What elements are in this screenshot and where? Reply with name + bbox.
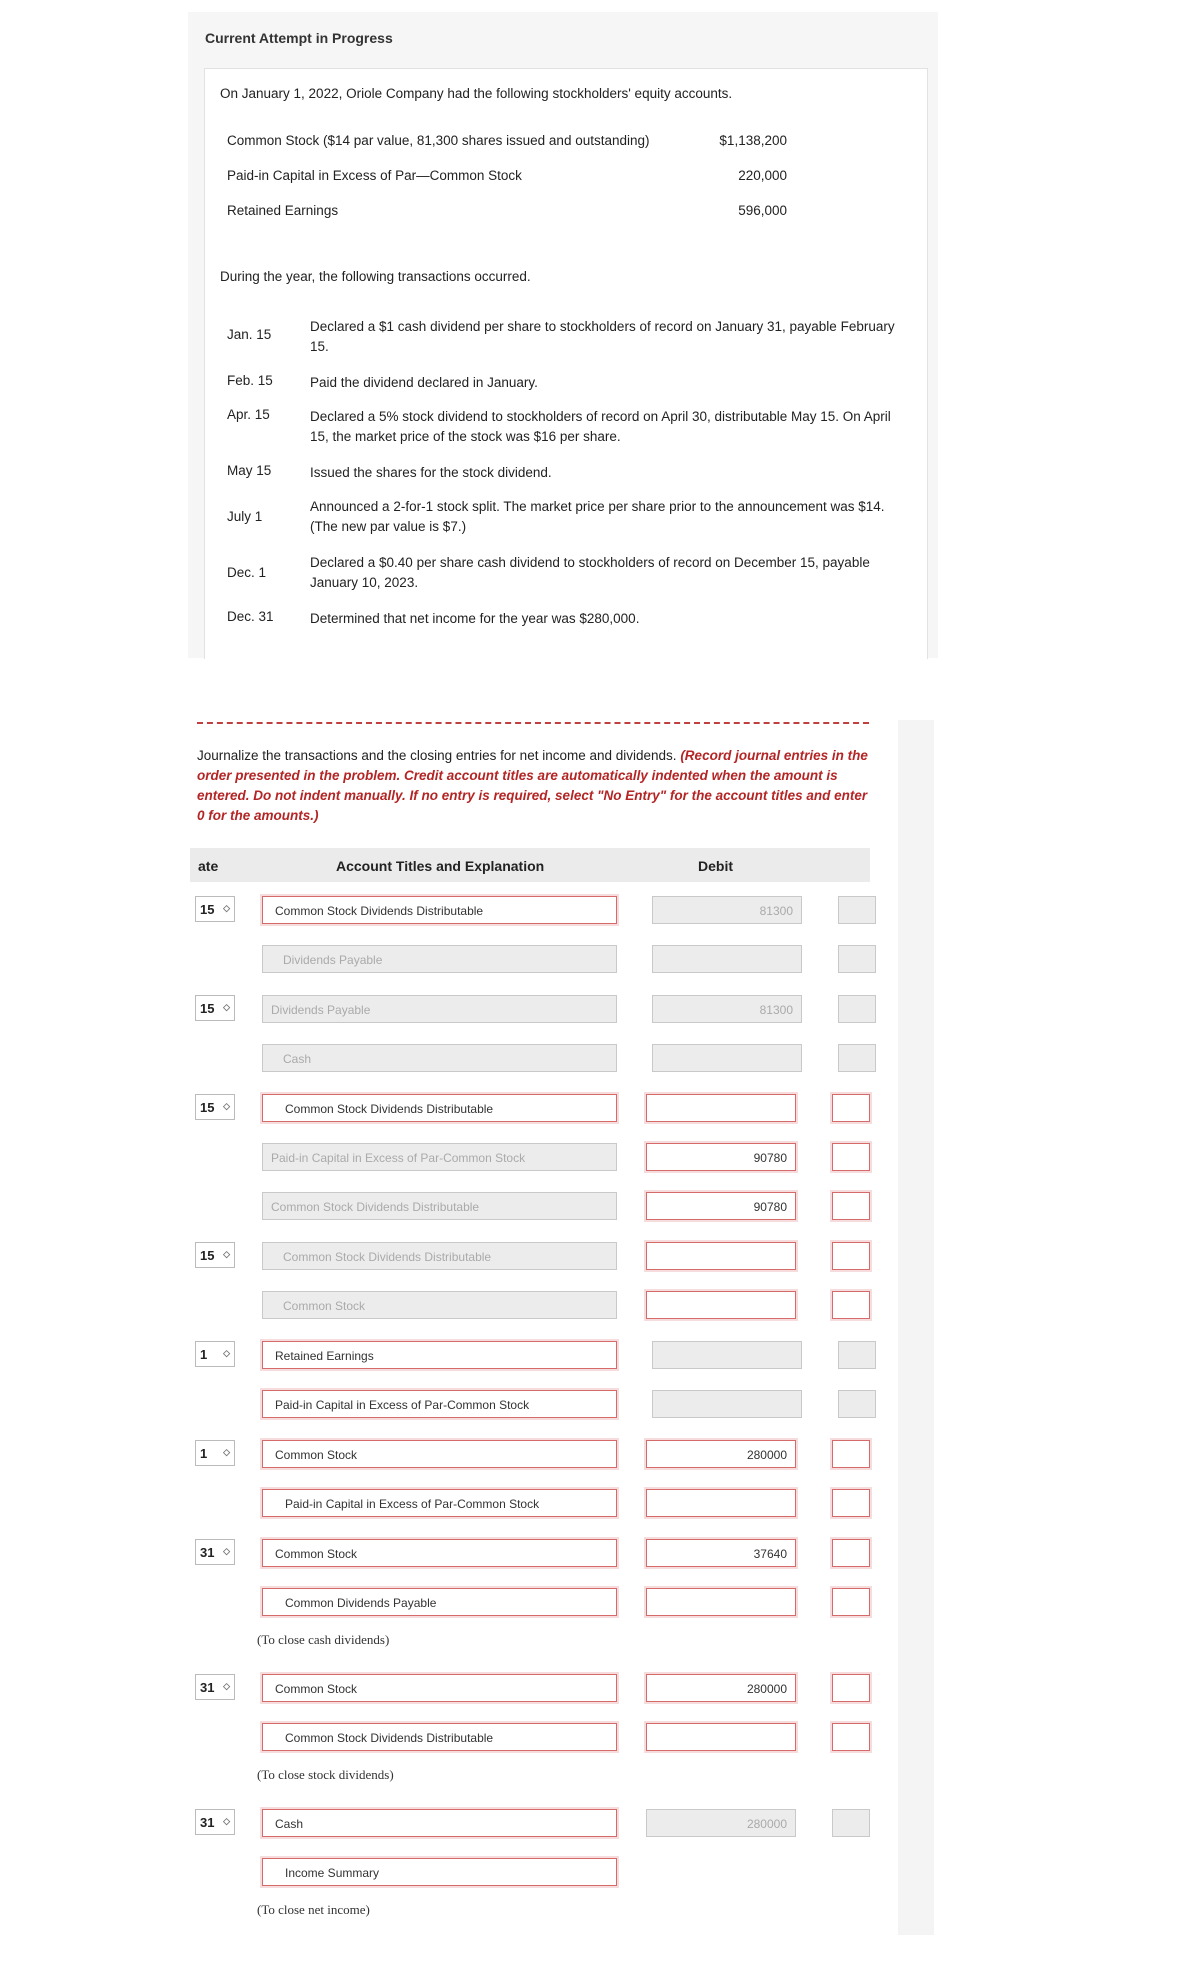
instructions-text: Journalize the transactions and the closing entries for net income and dividends. (197, 748, 677, 763)
entry-memo: (To close net income) (257, 1902, 370, 1917)
transaction-date: July 1 (227, 509, 263, 524)
equity-row (227, 168, 787, 183)
debit-input[interactable]: 81300 (652, 896, 802, 924)
equity-label: Retained Earnings (227, 203, 339, 218)
account-title-input[interactable]: Common Stock Dividends Distributable (262, 1242, 617, 1270)
debit-input[interactable]: 280000 (646, 1440, 796, 1468)
equity-label: Paid-in Capital in Excess of Par—Common Stock (227, 168, 522, 183)
equity-amount: 596,000 (738, 203, 787, 218)
credit-input[interactable] (832, 1094, 870, 1122)
debit-input[interactable] (646, 1588, 796, 1616)
chevron-down-icon: ◇ (223, 1681, 230, 1691)
during-text: During the year, the following transactions occurred. (220, 269, 531, 284)
scroll-gutter (898, 720, 934, 1935)
credit-input[interactable] (832, 1242, 870, 1270)
debit-input[interactable]: 90780 (646, 1143, 796, 1171)
chevron-down-icon: ◇ (223, 1348, 230, 1358)
date-select[interactable]: 31 ◇ (195, 1809, 235, 1835)
date-select[interactable]: 15 ◇ (195, 896, 235, 922)
chevron-down-icon: ◇ (223, 1249, 230, 1259)
account-title-input[interactable]: Common Stock (262, 1539, 617, 1567)
account-title-input[interactable]: Retained Earnings (262, 1341, 617, 1369)
date-select[interactable]: 15 ◇ (195, 1094, 235, 1120)
equity-row (227, 133, 787, 148)
credit-input[interactable] (832, 1291, 870, 1319)
account-title-input[interactable]: Common Stock Dividends Distributable (262, 1192, 617, 1220)
divider (197, 722, 869, 724)
instructions (197, 746, 877, 826)
chevron-down-icon: ◇ (223, 1447, 230, 1457)
debit-input[interactable] (646, 1489, 796, 1517)
credit-input[interactable] (832, 1588, 870, 1616)
credit-input[interactable] (832, 1192, 870, 1220)
credit-input[interactable] (838, 1390, 876, 1418)
equity-label: Common Stock ($14 par value, 81,300 shares issued and outstanding) (227, 133, 650, 148)
credit-input[interactable] (832, 1723, 870, 1751)
entry-memo: (To close stock dividends) (257, 1767, 394, 1782)
credit-input[interactable] (832, 1539, 870, 1567)
date-select[interactable]: 1 ◇ (195, 1341, 235, 1367)
debit-input[interactable]: 81300 (652, 995, 802, 1023)
debit-input[interactable]: 280000 (646, 1809, 796, 1837)
date-select[interactable]: 31 ◇ (195, 1674, 235, 1700)
transaction-text: Declared a 5% stock dividend to stockholders of record on April 30, distributable May 15. On April 15, the market price of the stock was $16 per share. (310, 409, 891, 444)
debit-input[interactable]: 37640 (646, 1539, 796, 1567)
journal-header (190, 848, 870, 882)
chevron-down-icon: ◇ (223, 1546, 230, 1556)
credit-input[interactable] (838, 896, 876, 924)
credit-input[interactable] (832, 1143, 870, 1171)
credit-input[interactable] (832, 1674, 870, 1702)
debit-input[interactable] (646, 1094, 796, 1122)
attempt-title: Current Attempt in Progress (205, 30, 393, 46)
transaction-text: Determined that net income for the year was $280,000. (310, 611, 640, 626)
account-title-input[interactable]: Common Stock Dividends Distributable (262, 1094, 617, 1122)
transaction-date: Feb. 15 (227, 373, 273, 388)
account-title-input[interactable]: Common Stock (262, 1674, 617, 1702)
account-title-input[interactable]: Common Stock (262, 1291, 617, 1319)
debit-column-header: Debit (698, 858, 733, 874)
account-title-input[interactable]: Dividends Payable (262, 945, 617, 973)
account-title-input[interactable]: Dividends Payable (262, 995, 617, 1023)
transaction-date: May 15 (227, 463, 272, 478)
account-title-input[interactable]: Paid-in Capital in Excess of Par-Common Stock (262, 1390, 617, 1418)
transaction-date: Dec. 1 (227, 565, 267, 580)
equity-amount: $1,138,200 (719, 133, 787, 148)
transaction-text: Declared a $0.40 per share cash dividend to stockholders of record on December 15, payable January 10, 2023. (310, 555, 870, 590)
account-title-input[interactable]: Paid-in Capital in Excess of Par-Common Stock (262, 1489, 617, 1517)
account-title-input[interactable]: Common Stock Dividends Distributable (262, 896, 617, 924)
instructions-emphasis: (Record journal entries in the order presented in the problem. Credit account titles are automatically indented when the amount is entered. Do not indent manually. If no entry is required, select "No Entry" for the account titles and enter 0 for the amounts.) (197, 748, 868, 823)
account-title-input[interactable]: Common Stock (262, 1440, 617, 1468)
problem-intro: On January 1, 2022, Oriole Company had the following stockholders' equity accounts. (220, 86, 733, 101)
credit-input[interactable] (838, 1341, 876, 1369)
account-title-input[interactable]: Cash (262, 1809, 617, 1837)
transaction-date: Dec. 31 (227, 609, 274, 624)
transaction-text: Issued the shares for the stock dividend. (310, 465, 552, 480)
entry-memo: (To close cash dividends) (257, 1632, 390, 1647)
account-title-input[interactable]: Paid-in Capital in Excess of Par-Common Stock (262, 1143, 617, 1171)
debit-input[interactable] (646, 1291, 796, 1319)
credit-input[interactable] (838, 945, 876, 973)
date-select[interactable]: 1 ◇ (195, 1440, 235, 1466)
credit-input[interactable] (838, 995, 876, 1023)
chevron-down-icon: ◇ (223, 1002, 230, 1012)
equity-row (227, 203, 787, 218)
credit-input[interactable] (838, 1044, 876, 1072)
date-select[interactable]: 15 ◇ (195, 995, 235, 1021)
transaction-date: Apr. 15 (227, 407, 270, 422)
transaction-text: Declared a $1 cash dividend per share to stockholders of record on January 31, payable February 15. (310, 319, 895, 354)
account-title-input[interactable]: Common Stock Dividends Distributable (262, 1723, 617, 1751)
credit-input[interactable] (832, 1489, 870, 1517)
debit-input[interactable] (646, 1723, 796, 1751)
debit-input[interactable] (652, 945, 802, 973)
transaction-text: Announced a 2-for-1 stock split. The market price per share prior to the announcement was $14. (The new par value is $7.) (310, 499, 885, 534)
account-title-input[interactable]: Income Summary (262, 1858, 617, 1886)
chevron-down-icon: ◇ (223, 1816, 230, 1826)
transaction-date: Jan. 15 (227, 327, 272, 342)
account-column-header: Account Titles and Explanation (336, 858, 545, 874)
credit-input[interactable] (832, 1440, 870, 1468)
credit-input[interactable] (832, 1809, 870, 1837)
account-title-input[interactable]: Cash (262, 1044, 617, 1072)
problem-statement (204, 68, 928, 659)
debit-input[interactable] (652, 1341, 802, 1369)
chevron-down-icon: ◇ (223, 903, 230, 913)
debit-input[interactable]: 90780 (646, 1192, 796, 1220)
debit-input[interactable] (652, 1390, 802, 1418)
date-select[interactable]: 31 ◇ (195, 1539, 235, 1565)
transaction-text: Paid the dividend declared in January. (310, 375, 538, 390)
equity-amount: 220,000 (738, 168, 787, 183)
debit-input[interactable] (646, 1242, 796, 1270)
date-column-header: ate (198, 858, 219, 874)
debit-input[interactable] (652, 1044, 802, 1072)
account-title-input[interactable]: Common Dividends Payable (262, 1588, 617, 1616)
debit-input[interactable]: 280000 (646, 1674, 796, 1702)
date-select[interactable]: 15 ◇ (195, 1242, 235, 1268)
chevron-down-icon: ◇ (223, 1101, 230, 1111)
